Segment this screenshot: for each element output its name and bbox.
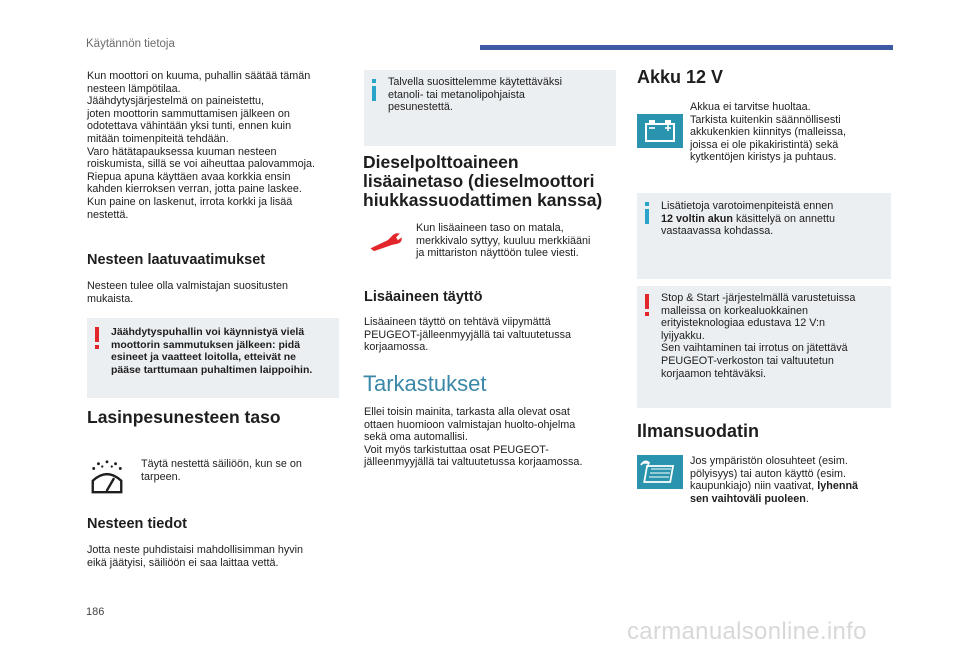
text-line: mukaista.: [87, 292, 134, 305]
battery-icon-tile: [637, 114, 683, 148]
text-span: kaupunkiajo) niin vaativat,: [690, 480, 818, 493]
fluid-info-text: [87, 544, 357, 569]
text-line: Jäähdytysjärjestelmä on paineistettu,: [87, 95, 265, 108]
text-line: tarpeen.: [141, 470, 181, 483]
text-line: Lisäaineen täyttö on tehtävä viipymättä: [364, 316, 551, 328]
warning-icon: [91, 327, 103, 349]
text-line: mitään toimenpiteitä tehdään.: [87, 132, 229, 145]
battery-heading: Akku 12 V: [637, 67, 724, 87]
text-line: PEUGEOT-verkoston tai valtuutetun: [661, 354, 834, 367]
text-line: korjaamon tehtäväksi.: [661, 367, 767, 380]
heading-line: hiukkassuodattimen kanssa): [363, 190, 603, 210]
bold-term: sen vaihtoväli puoleen: [690, 492, 806, 505]
bold-term: 12 voltin akun: [661, 212, 733, 225]
air-filter-icon-tile: [637, 455, 683, 489]
text-line: erityisteknologiaa edustava 12 V:n: [661, 317, 826, 330]
text-line: pesunestettä.: [388, 101, 453, 114]
text-line: Jotta neste puhdistaisi mahdollisimman hyvin: [87, 544, 304, 556]
coolant-intro: [87, 70, 347, 221]
text-line: nesteen lämpötilaa.: [87, 82, 181, 95]
heading-line: Dieselpolttoaineen: [363, 152, 519, 172]
info-icon: [641, 202, 653, 224]
quality-text: [87, 280, 347, 305]
diesel-additive-text: [416, 222, 621, 260]
text-line: jälleenmyyjällä tai valtuutetussa korjaamossa.: [364, 456, 583, 469]
text-line: Stop & Start -järjestelmällä varustetuissa: [661, 292, 856, 304]
checks-heading: Tarkastukset: [363, 371, 487, 396]
warning-icon: [641, 294, 653, 316]
battery-icon: [637, 114, 683, 148]
winter-tip-box: [364, 70, 616, 146]
text-line: roiskumista, sillä se voi aiheuttaa palovammoja.: [87, 158, 316, 171]
text-line: Talvella suosittelemme käytettäväksi: [388, 76, 563, 88]
heading-line: lisäainetaso (dieselmoottori: [363, 171, 595, 191]
text-line: Nesteen tulee olla valmistajan suositusten: [87, 280, 289, 292]
text-line: [690, 480, 890, 493]
text-line: pölyisyys) tai auton käyttö (esim.: [690, 467, 847, 480]
text-line: [690, 493, 890, 506]
stopstart-warning-box: [637, 286, 891, 408]
tip-text: [388, 76, 608, 114]
text-line: nestettä.: [87, 208, 129, 221]
text-line: esineet ja vaatteet loitolla, etteivät ne: [111, 351, 296, 364]
bold-term: lyhennä: [817, 480, 859, 493]
fluid-info-heading: Nesteen tiedot: [87, 516, 187, 532]
battery-tip-box: [637, 193, 891, 279]
text-line: Kun lisäaineen taso on matala,: [416, 222, 564, 234]
text-line: Lisätietoja varotoimenpiteistä ennen: [661, 200, 834, 212]
air-filter-text: [690, 455, 890, 505]
refill-heading: Lisäaineen täyttö: [364, 289, 483, 305]
text-line: odotettava vähintään yksi tunti, ennen kuin: [87, 120, 292, 133]
text-span: käsittelyä on annettu: [733, 212, 836, 225]
text-line: Kun paine on laskenut, irrota korkki ja lisää: [87, 195, 293, 208]
text-line: Jos ympäristön olosuhteet (esim.: [690, 455, 848, 467]
text-line: PEUGEOT-jälleenmyyjällä tai valtuutetussa: [364, 328, 572, 341]
text-line: [661, 213, 883, 226]
text-line: korjaamossa.: [364, 341, 429, 354]
header-bar: [480, 45, 893, 50]
text-line: Varo hätätapauksessa kuuman nesteen: [87, 145, 277, 158]
air-filter-heading: Ilmansuodatin: [637, 421, 760, 441]
text-line: Riepua apuna käyttäen avaa korkkia ensin: [87, 170, 291, 183]
text-line: lyijyakku.: [661, 329, 705, 342]
text-line: akkukenkien kiinnitys (malleissa,: [690, 126, 847, 139]
text-line: Akkua ei tarvitse huoltaa.: [690, 101, 811, 113]
quality-heading: Nesteen laatuvaatimukset: [87, 252, 266, 268]
checks-text: [364, 406, 624, 469]
text-line: Voit myös tarkistuttaa osat PEUGEOT-: [364, 443, 549, 456]
text-line: Täytä nestettä säiliöön, kun se on: [141, 458, 302, 470]
text-span: .: [805, 492, 809, 505]
text-line: vastaavassa kohdassa.: [661, 225, 774, 238]
text-line: kytkentöjen kiristys ja puhtaus.: [690, 151, 837, 164]
diesel-additive-heading: [363, 153, 623, 210]
text-line: kahden kierroksen verran, jotta paine laskee.: [87, 183, 302, 196]
washer-fluid-icon: [88, 458, 126, 496]
air-filter-icon: [637, 455, 683, 489]
text-line: ja mittariston näyttöön tulee viesti.: [416, 247, 579, 260]
fan-warning-box: [87, 318, 339, 398]
text-line: malleissa on korkealuokkainen: [661, 304, 809, 317]
page-number: 186: [86, 606, 105, 618]
text-line: joten moottorin sammuttamisen jälkeen on: [87, 107, 290, 120]
refill-text: [364, 316, 624, 354]
text-line: merkkivalo syttyy, kuuluu merkkiääni: [416, 234, 591, 247]
stopstart-text: [661, 292, 883, 380]
battery-text: [690, 101, 890, 164]
running-header: [86, 38, 175, 50]
wrench-icon: [367, 231, 405, 253]
washer-text: [141, 458, 341, 483]
text-line: Kun moottori on kuuma, puhallin säätää tämän: [87, 70, 311, 82]
text-line: Tarkista kuitenkin säännöllisesti: [690, 113, 841, 126]
text-line: eikä jäätyisi, säiliöön ei saa laittaa vettä.: [87, 556, 279, 569]
text-line: Ellei toisin mainita, tarkasta alla olevat osat: [364, 406, 570, 418]
section-title: Käytännön tietoja: [86, 38, 175, 50]
washer-heading: Lasinpesunesteen taso: [87, 407, 281, 427]
battery-tip-text: [661, 200, 883, 238]
text-line: Jäähdytyspuhallin voi käynnistyä vielä: [111, 326, 305, 338]
warning-text: [111, 326, 331, 376]
text-line: etanoli- tai metanolipohjaista: [388, 88, 525, 101]
text-line: sekä oma automallisi.: [364, 431, 468, 444]
text-line: ottaen huomioon valmistajan huolto-ohjelma: [364, 418, 576, 431]
info-icon: [368, 79, 380, 101]
text-line: Sen vaihtaminen tai irrotus on jätettävä: [661, 342, 848, 355]
watermark: carmanualsonline.info: [627, 618, 867, 645]
text-line: moottorin sammutuksen jälkeen: pidä: [111, 338, 301, 351]
text-line: joissa ei ole pikakiristintä) sekä: [690, 138, 839, 151]
text-line: pääse tarttumaan puhaltimen laippoihin.: [111, 363, 313, 376]
